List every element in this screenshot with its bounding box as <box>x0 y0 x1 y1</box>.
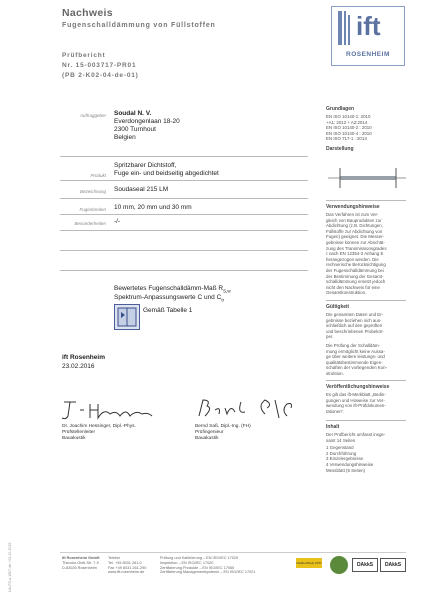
special-value: -/- <box>114 218 121 225</box>
publication-line: Es gilt das ift-Merkblatt „Bedin- <box>326 392 386 397</box>
usage-line: herangezogen werden. Die <box>326 256 379 262</box>
content-title: Inhalt <box>326 424 340 430</box>
publication-text <box>326 392 386 414</box>
basis-list <box>326 114 372 142</box>
content-line: 3 Einzelergebnisse <box>326 456 364 462</box>
validity-line: und beschriebenen Probekör- <box>326 328 384 334</box>
sig-right-role2: Bauakustik <box>195 436 219 441</box>
usage-line: Abdichtung (z.B. Dichtungen, <box>326 223 383 229</box>
footer-accreditation-line: Prüfung und Kalibrierung – EN ISO/IEC 17025 <box>160 556 239 560</box>
report-reference: (PB 2-K02-04-de-01) <box>62 72 139 79</box>
content-line: 4 Verwendungshinweise <box>326 461 374 467</box>
divider <box>60 250 308 251</box>
validity-line: per. <box>326 334 334 340</box>
report-number: Nr. 15-003717-PR01 <box>62 62 137 69</box>
seal-icon <box>330 556 348 574</box>
validity-line: ge über weitere leistungs- und <box>326 354 385 360</box>
validity-line: Die Prüfung der Schalldäm- <box>326 342 380 348</box>
report-label: Prüfbericht <box>62 52 106 59</box>
logo-city: ROSENHEIM <box>346 51 390 58</box>
footer-address <box>62 556 100 570</box>
designation-value: Soudaseal 215 LM <box>114 186 169 193</box>
form-code: NA-PS-a 1507-de / 03.12.2015 <box>8 542 12 592</box>
validity-title: Gültigkeit <box>326 304 350 310</box>
divider <box>60 214 308 215</box>
footer-contact <box>108 556 146 575</box>
sidebar-divider <box>326 420 406 421</box>
ift-logo <box>331 6 405 66</box>
joint-diagram <box>326 158 408 198</box>
divider <box>60 270 308 271</box>
publication-line: wendung von ift-Prüfdokumen- <box>326 403 386 409</box>
usage-line: der Fugenschalldämmung bei <box>326 267 384 273</box>
validity-line: gebnisse beziehen sich aus- <box>326 317 382 323</box>
usage-line: Fugen) geeignet. Die Messer- <box>326 234 385 240</box>
rating-line2 <box>114 294 224 304</box>
usage-line: gebnisse können zur Abschät- <box>326 239 385 245</box>
sidebar-divider <box>326 200 406 201</box>
publication-title: Veröffentlichungshinweise <box>326 384 390 390</box>
footer-accreditation-line: Inspektion – EN ISO/IEC 17020 <box>160 560 214 565</box>
footer-divider <box>60 552 406 553</box>
content-line: Messblatt (5 Seiten) <box>326 467 366 473</box>
usage-line: Gesamtkonstruktion. <box>326 290 367 296</box>
basis-item: +A1: 2012 + A2:2014 <box>326 119 368 125</box>
client-label: Auftraggeber <box>79 113 106 118</box>
signature-left <box>60 398 170 424</box>
client-street: Everdongenlaan 18-20 <box>114 118 180 125</box>
footer-contact-line: Tel. +49 8031 261-0 <box>108 560 142 565</box>
content-line: 2 Durchführung <box>326 450 357 456</box>
dakks-badge-2: DAkkS <box>380 558 406 572</box>
divider <box>60 230 308 231</box>
client-country: Belgien <box>114 134 136 141</box>
basis-item: EN ISO 717-1 : 2013 <box>326 136 367 142</box>
document-title: Nachweis <box>62 7 113 19</box>
divider <box>60 198 308 199</box>
usage-text <box>326 212 387 296</box>
validity-line: mung ermöglicht keine Aussa- <box>326 348 385 354</box>
signature-right <box>195 396 305 422</box>
usage-line: schalldämmung ersetzt jedoch <box>326 279 386 285</box>
document-subtitle: Fugenschalldämmung von Füllstoffen <box>62 22 216 29</box>
footer-contact-line: Fax +49 8031 261-290 <box>108 565 147 570</box>
footer-contact-line: Telefon <box>108 556 121 560</box>
place-date: 23.02.2016 <box>62 363 95 370</box>
product-label: Produkt <box>90 173 106 178</box>
sig-left-role2: Bauakustik <box>62 436 86 441</box>
place-org-text: ift Rosenheim <box>62 354 105 361</box>
footer-accreditation-line: Zertifizierung Produkte – EN ISO/IEC 17065 <box>160 565 235 570</box>
sidebar-divider <box>326 300 406 301</box>
content-line: Der Prüfbericht umfasst insge- <box>326 432 386 437</box>
content-line: samt 14 Seiten <box>326 437 356 443</box>
sig-right-role1: Prüfingenieur <box>195 430 224 435</box>
place-org <box>62 354 105 361</box>
rating-line1-sub: S,w <box>223 288 231 294</box>
product-line1: Spritzbarer Dichtstoff, <box>114 162 177 169</box>
basis-title: Grundlagen <box>326 106 355 112</box>
sidebar-divider <box>326 380 406 381</box>
basis-item: EN ISO 10140-4 : 2010 <box>326 130 372 136</box>
basis-item: EN ISO 10140-2 : 2010 <box>326 125 372 131</box>
basis-item: EN ISO 10140-1: 2010 <box>326 114 371 119</box>
joint-label: Fugenbreiten <box>79 207 106 212</box>
usage-line: zung des Transmissionsgrades <box>326 245 387 251</box>
validity-line: schaften der vorliegenden Kon- <box>326 365 388 371</box>
depiction-title: Darstellung <box>326 146 354 152</box>
rating-line1-text: Bewertetes Fugenschalldämm-Maß R <box>114 285 224 292</box>
window-icon <box>114 304 140 330</box>
usage-line: rechnerische Berücksichtigung <box>326 262 386 268</box>
designation-label: Bezeichnung <box>79 189 106 194</box>
usage-line: gleich von Bauprodukten zur <box>326 217 382 223</box>
content-text <box>326 432 385 473</box>
validity-line: Die genannten Daten und Er- <box>326 312 384 317</box>
joint-value: 10 mm, 20 mm und 30 mm <box>114 204 192 211</box>
client-city: 2300 Turnhout <box>114 126 156 133</box>
sig-right-name: Bernd Saß, Dipl.-Ing. (FH) <box>195 424 251 429</box>
footer-street: Theodor-Gietl-Str. 7-9 <box>62 560 99 565</box>
dakks-badge-1: DAkkS <box>352 558 378 572</box>
publication-line: tationen“. <box>326 408 345 414</box>
usage-line: Füllstoffe zur Abdichtung von <box>326 228 383 234</box>
validity-line: schließlich auf den geprüften <box>326 323 383 329</box>
client-name: Soudal N. V. <box>114 110 152 117</box>
footer-company: ift Rosenheim GmbH <box>62 556 100 560</box>
divider <box>60 156 308 157</box>
product-line2: Fuge ein- und beidseitig abgedichtet <box>114 170 219 177</box>
validity-line: qualitätsbestimmende Eigen- <box>326 359 383 365</box>
usage-title: Verwendungshinweise <box>326 204 380 210</box>
special-label: Besonderheiten <box>74 221 106 226</box>
footer-accreditation-line: Zertifizierung Managementsysteme – EN ISO/IEC 17021 <box>160 570 256 575</box>
footer-city: D-83026 Rosenheim <box>62 565 97 570</box>
usage-line: τ nach EN 12354-3 Anhang E <box>326 251 384 257</box>
usage-line: nicht den Nachweis für eine <box>326 284 380 290</box>
rating-line2-sub: tr <box>221 297 225 303</box>
rating-line3: Gemäß Tabelle 1 <box>143 307 193 314</box>
logo-text: ift <box>356 11 381 41</box>
validity-text <box>326 312 387 377</box>
notified-body-badge: Notified Body 0757 <box>296 558 322 568</box>
sig-left-name: Dr. Joachim Hessinger, Dipl.-Phys. <box>62 424 136 429</box>
usage-line: Das Verfahren ist zum Ver- <box>326 212 379 217</box>
divider <box>60 180 308 181</box>
publication-line: gungen und Hinweise zur Ver- <box>326 397 385 403</box>
content-line: 1 Gegenstand <box>326 445 354 451</box>
usage-line: der Bestimmung der Gesamt- <box>326 273 384 279</box>
validity-line: struktion. <box>326 370 344 376</box>
footer-accreditation <box>160 556 255 575</box>
sig-left-role1: Prüfstellenleiter <box>62 430 96 435</box>
footer-contact-line[interactable]: www.ift-rosenheim.de <box>108 570 145 575</box>
rating-line2-text: Spektrum-Anpassungswerte C und C <box>114 294 222 301</box>
